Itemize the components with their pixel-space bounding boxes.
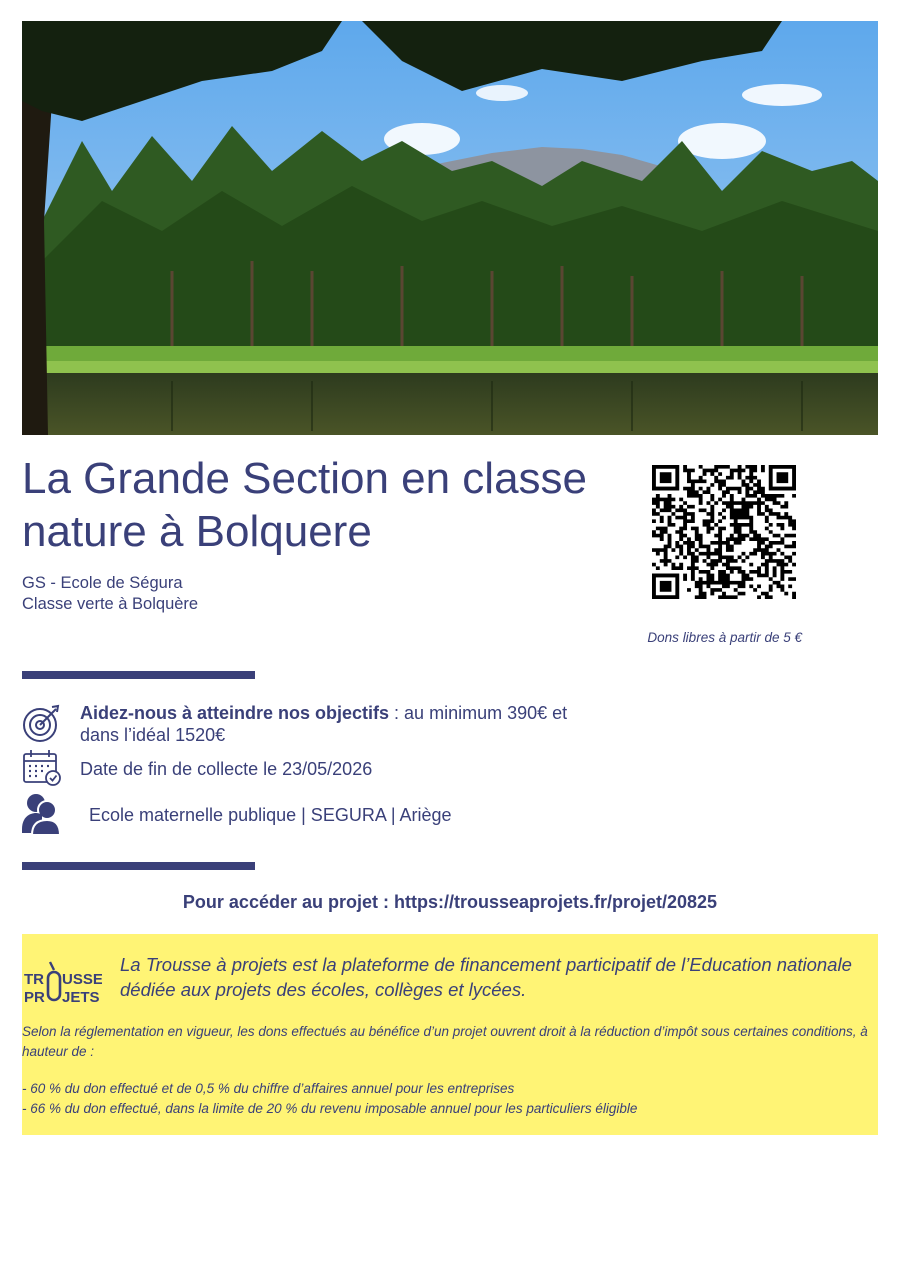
- calendar-icon: [22, 749, 62, 787]
- qr-code-icon[interactable]: [652, 465, 796, 599]
- svg-text:JETS: JETS: [62, 989, 100, 1002]
- legal-item-individuals: - 66 % du don effectué, dans la limite de 20 % du revenu imposable annuel pour les particuliers éligible: [22, 1101, 638, 1116]
- target-icon: [22, 703, 64, 743]
- objectives-amounts: : au minimum 390€ et dans l’idéal 1520€: [80, 703, 568, 745]
- subtitle-school: GS - Ecole de Ségura: [22, 574, 183, 592]
- svg-text:TR: TR: [24, 971, 44, 988]
- footer-box: [22, 934, 878, 1135]
- donations-note: Dons libres à partir de 5 €: [647, 630, 802, 645]
- legal-item-companies: - 60 % du don effectué et de 0,5 % du chiffre d’affaires annuel pour les entreprises: [22, 1081, 515, 1096]
- objectives-text: [80, 702, 600, 746]
- legal-intro: Selon la réglementation en vigueur, les dons effectués au bénéfice d’un projet ouvrent droit à la réduction d’impôt sous certaines conditions, à hauteur de :: [22, 1024, 868, 1059]
- page-title: La Grande Section en classe nature à Bolquere: [22, 454, 588, 556]
- hero-photo: [22, 21, 878, 435]
- platform-description: La Trousse à projets est la plateforme de financement participatif de l’Education nationale dédiée aux projets des écoles, collèges et lycées.: [120, 954, 852, 1000]
- svg-text:PR: PR: [24, 989, 45, 1002]
- end-date-text: Date de fin de collecte le 23/05/2026: [80, 759, 373, 779]
- tax-legal-text: [22, 1022, 878, 1119]
- school-text: Ecole maternelle publique | SEGURA | Ariège: [89, 805, 452, 825]
- divider: [22, 862, 255, 870]
- people-icon: [22, 793, 62, 835]
- project-link[interactable]: Pour accéder au projet : https://trousseaprojets.fr/projet/20825: [182, 892, 718, 912]
- objectives-bold: Aidez-nous à atteindre nos objectifs: [80, 703, 390, 723]
- divider: [22, 671, 255, 679]
- trousse-a-projets-logo: [24, 950, 102, 1002]
- svg-text:USSE: USSE: [62, 971, 102, 988]
- subtitle-project: Classe verte à Bolquère: [22, 595, 199, 613]
